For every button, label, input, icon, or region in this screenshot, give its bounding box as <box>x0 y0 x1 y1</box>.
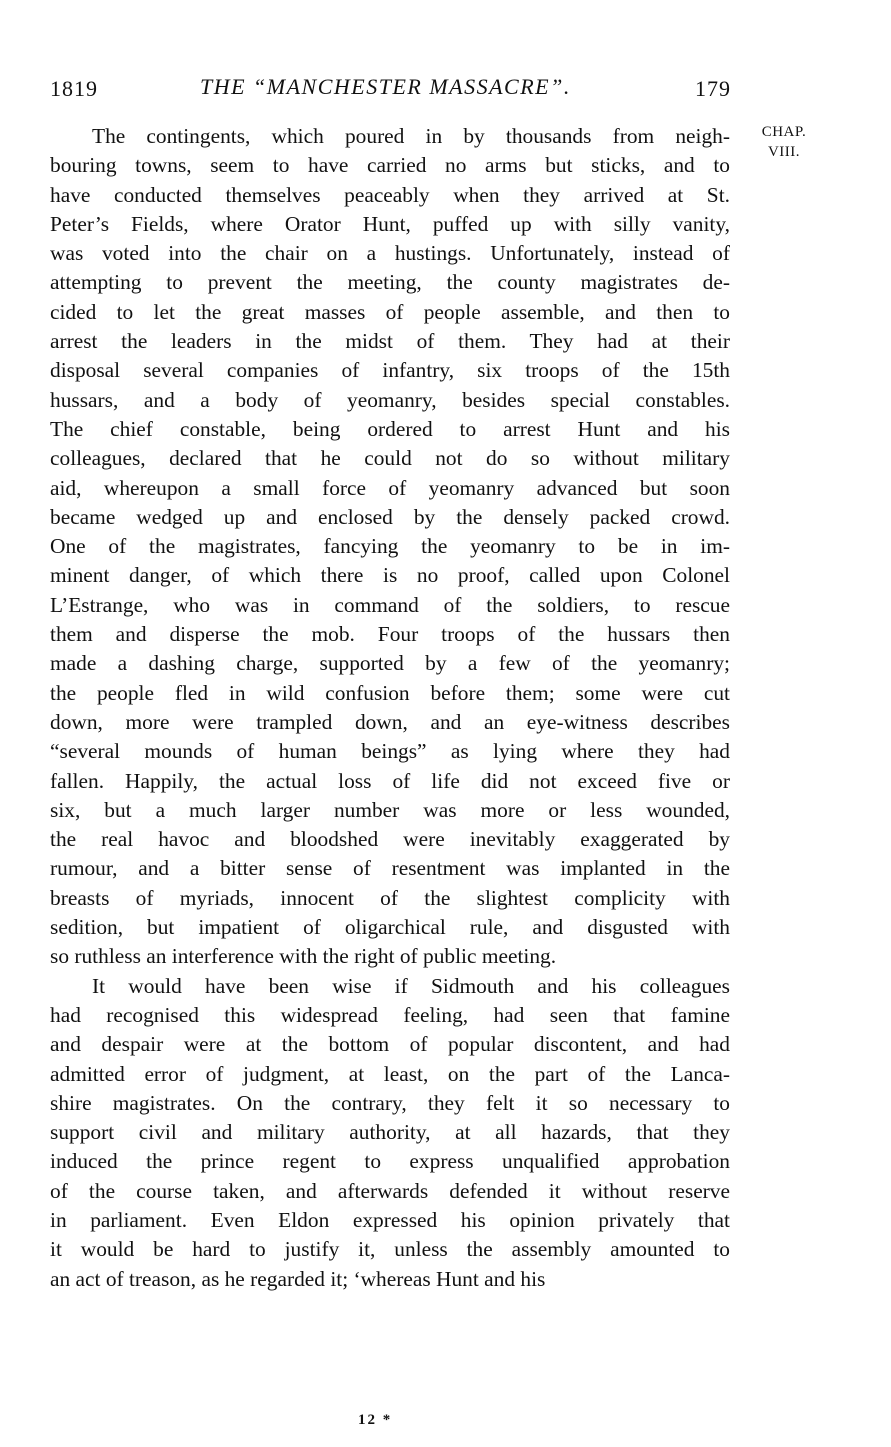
paragraph <box>50 122 730 972</box>
text-line: in parliament. Even Eldon expressed his opinion privately that <box>50 1207 730 1232</box>
text-line: shire magistrates. On the contrary, they felt it so necessary to <box>50 1090 730 1115</box>
text-line: them and disperse the mob. Four troops of the hussars then <box>50 622 730 647</box>
text-line: was voted into the chair on a hustings. Unfortunately, instead of <box>50 241 730 266</box>
text-line: aid, whereupon a small force of yeomanry advanced but soon <box>50 475 730 500</box>
text-line: rumour, and a bitter sense of resentment was implanted in the <box>50 856 730 881</box>
text-line: an act of treason, as he regarded it; ‘whereas Hunt and his <box>50 1266 546 1291</box>
text-line: bouring towns, seem to have carried no arms but sticks, and to <box>50 153 730 178</box>
text-line: have conducted themselves peaceably when they arrived at St. <box>50 182 730 207</box>
chapter-margin-note <box>746 122 822 162</box>
paragraphs <box>50 122 730 1294</box>
text-line: admitted error of judgment, at least, on the part of the Lanca- <box>50 1061 730 1086</box>
text-line: The chief constable, being ordered to arrest Hunt and his <box>50 416 730 441</box>
text-line: Peter’s Fields, where Orator Hunt, puffed up with silly vanity, <box>50 211 730 236</box>
text-line: minent danger, of which there is no proof, called upon Colonel <box>50 563 730 588</box>
running-head-year: 1819 <box>50 76 98 101</box>
text-line: It would have been wise if Sidmouth and his colleagues <box>92 973 730 998</box>
text-line: had recognised this widespread feeling, had seen that famine <box>50 1002 730 1027</box>
signature-mark: 12 * <box>358 1412 393 1428</box>
text-line: and despair were at the bottom of popular discontent, and had <box>50 1032 730 1057</box>
text-line: so ruthless an interference with the right of public meeting. <box>50 944 557 969</box>
chapter-number: VIII. <box>767 144 801 160</box>
paragraph <box>50 972 730 1294</box>
text-line: sedition, but impatient of oligarchical rule, and disgusted with <box>50 915 730 940</box>
running-head-title: THE “MANCHESTER MASSACRE”. <box>200 74 571 99</box>
text-line: it would be hard to justify it, unless the assembly amounted to <box>50 1237 730 1262</box>
running-head <box>50 64 740 104</box>
text-line: cided to let the great masses of people assemble, and then to <box>50 299 730 324</box>
text-line: One of the magistrates, fancying the yeomanry to be in im- <box>50 534 730 559</box>
page-number: 179 <box>695 76 731 101</box>
text-line: arrest the leaders in the midst of them. They had at their <box>50 329 730 354</box>
text-line: of the course taken, and afterwards defended it without reserve <box>50 1178 730 1203</box>
body-text <box>50 122 730 1294</box>
text-line: The contingents, which poured in by thousands from neigh- <box>92 124 730 148</box>
text-line: colleagues, declared that he could not do so without military <box>50 446 730 471</box>
text-line: fallen. Happily, the actual loss of life did not exceed five or <box>50 768 730 793</box>
text-line: L’Estrange, who was in command of the soldiers, to rescue <box>50 592 730 617</box>
text-line: attempting to prevent the meeting, the county magistrates de- <box>50 270 730 295</box>
chapter-label: CHAP. <box>761 124 807 140</box>
text-line: support civil and military authority, at all hazards, that they <box>50 1120 730 1145</box>
text-line: made a dashing charge, supported by a few of the yeomanry; <box>50 651 730 676</box>
text-line: the people fled in wild confusion before them; some were cut <box>50 680 730 705</box>
text-line: induced the prince regent to express unqualified approbation <box>50 1149 730 1174</box>
text-line: disposal several companies of infantry, six troops of the 15th <box>50 358 730 383</box>
text-line: down, more were trampled down, and an eye-witness describes <box>50 709 730 734</box>
text-line: six, but a much larger number was more or less wounded, <box>50 797 730 822</box>
text-line: hussars, and a body of yeomanry, besides special constables. <box>50 387 730 412</box>
text-line: breasts of myriads, innocent of the slightest complicity with <box>50 885 730 910</box>
text-line: “several mounds of human beings” as lying where they had <box>50 739 730 764</box>
text-line: became wedged up and enclosed by the densely packed crowd. <box>50 504 730 529</box>
text-line: the real havoc and bloodshed were inevitably exaggerated by <box>50 827 730 852</box>
